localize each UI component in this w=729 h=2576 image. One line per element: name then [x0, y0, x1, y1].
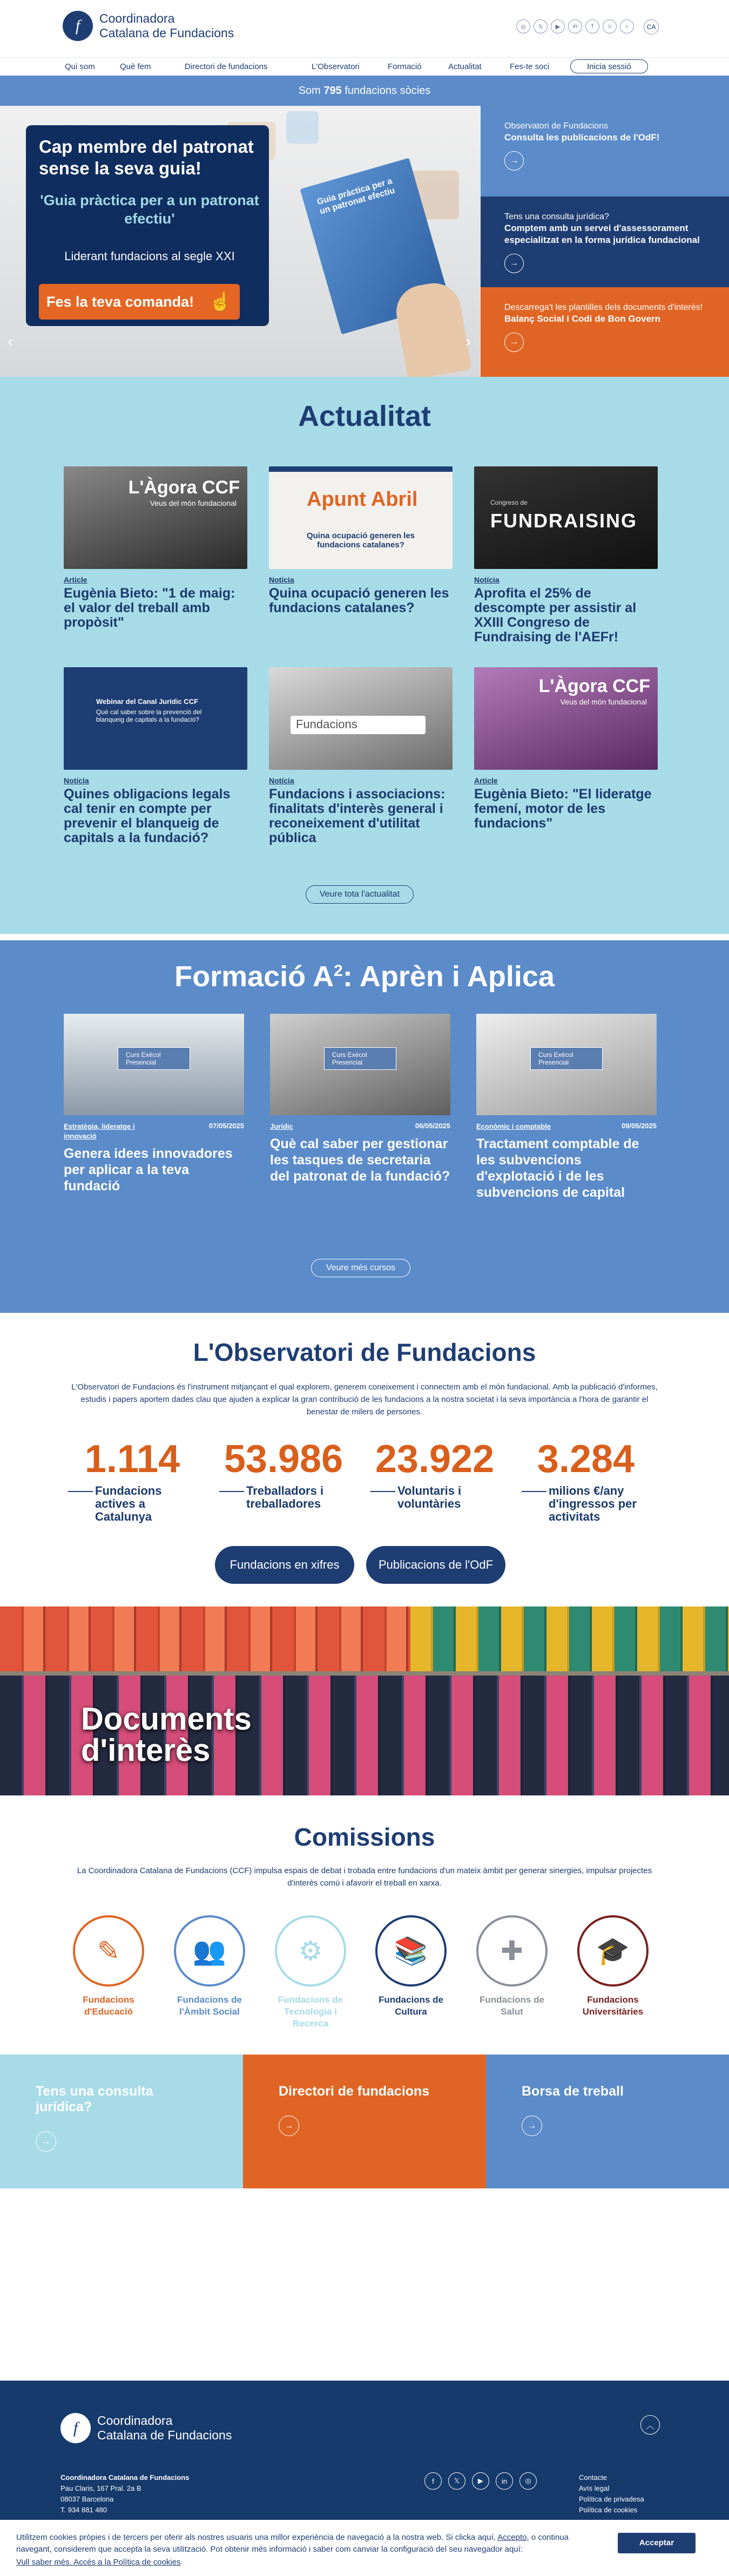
news-image: Congreso de FUNDRAISING — [474, 466, 658, 569]
news-card[interactable] — [269, 667, 453, 845]
course-title[interactable]: Genera idees innovadores per aplicar a la teva fundació — [64, 1146, 233, 1194]
health-icon: ✚ — [476, 1915, 548, 1987]
footer-link-contacte[interactable]: Contacte — [579, 2473, 608, 2482]
pointer-icon: ☝ — [209, 292, 232, 312]
fundacions-xifres-button[interactable]: Fundacions en xifres — [215, 1546, 354, 1584]
actualitat-title: Actualitat — [298, 400, 431, 432]
arrow-right-icon: → — [36, 2131, 56, 2152]
course-category[interactable]: Estratègia, lideratge i innovació — [64, 1122, 135, 1140]
documents-banner[interactable] — [0, 1606, 729, 1795]
cookie-more-link[interactable]: Vull saber més. Accés a la Política de cookies — [16, 2558, 181, 2567]
see-all-news-button[interactable]: Veure tota l'actualitat — [306, 885, 414, 904]
cookie-accept-button[interactable]: Acceptar — [618, 2533, 696, 2553]
course-date: 09/05/2025 — [621, 1122, 657, 1130]
course-date: 07/05/2025 — [208, 1122, 244, 1130]
youtube-icon[interactable]: ▶ — [551, 19, 565, 33]
observatori-description: L'Observatori de Fundacions és l'instrument mitjançant el qual explorem, generem coneixement i connectem amb el món fundacional. Amb la publicació d'informes, estudis i papers aportem dades clau que ajuden a explicar la gran contribució de les fundacions a la nostra societat i la seva importància a l'hora de garantir el benestar de milers de persones. — [71, 1382, 658, 1416]
graduation-cap-icon: 🎓 — [577, 1915, 649, 1987]
news-title[interactable]: Eugènia Bieto: "El lideratge femení, motor de les fundacions" — [474, 787, 652, 831]
commission-tecnologia[interactable]: ⚙ Fundacions de Tecnologia i Recerca — [270, 1915, 351, 2030]
instagram-icon[interactable]: ◎ — [516, 19, 530, 33]
hero-tagline: Liderant fundacions al segle XXI — [64, 249, 235, 263]
logo-line2: Catalana de Fundacions — [99, 26, 234, 40]
stat-ingressos: 3.284 milions €/any d'ingressos per activitats — [518, 1437, 653, 1523]
slider-prev-icon[interactable]: ‹ — [8, 333, 13, 350]
news-category[interactable]: Notícia — [64, 776, 89, 785]
nav-fes-te-soci[interactable]: Fes-te soci — [510, 62, 550, 71]
news-category[interactable]: Notícia — [269, 776, 294, 785]
news-image: L'Àgora CCF Veus del món fundacional — [64, 466, 247, 569]
stat-voluntaris: 23.922 Voluntaris i voluntàries — [367, 1437, 502, 1510]
footer-address: Coordinadora Catalana de Fundacions Pau Claris, 167 Pral. 2a B 08037 Barcelona T. 934 881 480 — [60, 2473, 190, 2514]
course-title[interactable]: Què cal saber per gestionar les tasques de secretaria del patronat de la fundació? — [270, 1136, 450, 1184]
hand-image — [392, 279, 472, 381]
news-title[interactable]: Quina ocupació generen les fundacions catalanes? — [269, 586, 449, 615]
news-title[interactable]: Aprofita el 25% de descompte per assistir al XXIII Congreso de Fundraising de l'AEFr! — [474, 586, 637, 645]
stat-fundacions: 1.114 Fundacions actives a Catalunya — [65, 1437, 200, 1523]
course-category[interactable]: Econòmic i comptable — [476, 1122, 551, 1130]
members-bar: Som 795 fundacions sòcies — [0, 76, 729, 106]
publicacions-odf-button[interactable]: Publicacions de l'OdF — [366, 1546, 505, 1584]
commission-salut[interactable]: ✚ Fundacions de Salut — [471, 1915, 552, 2018]
search-icon[interactable]: ⌕ — [620, 19, 634, 33]
news-category[interactable]: Notícia — [474, 575, 500, 584]
news-card[interactable] — [474, 466, 658, 645]
tile-directori[interactable]: Directori de fundacions → — [243, 2055, 486, 2188]
hero-title: Cap membre del patronat sense la seva guia! — [39, 137, 254, 178]
formacio-title: Formació $A^2$: Aprèn i Aplica — [174, 960, 555, 993]
news-category[interactable]: Article — [474, 776, 498, 785]
arrow-right-icon: → — [504, 254, 524, 273]
hero-card — [26, 125, 269, 326]
hero-subtitle: 'Guia pràctica per a un patronat efectiu' — [40, 192, 259, 227]
x-icon[interactable]: 𝕏 — [534, 19, 548, 33]
members-count: 795 — [323, 84, 342, 97]
arrow-right-icon: → — [522, 2116, 542, 2136]
observatori-title: L'Observatori de Fundacions — [193, 1338, 536, 1366]
back-to-top-icon[interactable]: ︿ — [640, 2415, 660, 2435]
footer-logo-icon: f — [60, 2413, 91, 2443]
news-category[interactable]: Notícia — [269, 575, 294, 584]
comissions-title: Comissions — [294, 1823, 435, 1851]
documents-title: Documents d'interès — [81, 1701, 252, 1768]
actualitat-section — [0, 377, 729, 934]
cookie-accept-link[interactable]: Accepto — [497, 2533, 527, 2542]
tech-research-icon: ⚙ — [275, 1915, 346, 1987]
footer-link-privadesa[interactable]: Política de privadesa — [579, 2495, 644, 2503]
guide-booklet-image: Guia pràctica per a un patronat efectiu — [300, 158, 450, 334]
course-category[interactable]: Jurídic — [270, 1122, 293, 1130]
panel-observatori[interactable]: Observatori de Fundacions Consulta les publicacions de l'OdF! → — [481, 106, 729, 196]
footer-link-avis-legal[interactable]: Avís legal — [579, 2484, 610, 2492]
facebook-icon[interactable]: f — [424, 2472, 442, 2490]
see-more-courses-button[interactable]: Veure més cursos — [311, 1259, 410, 1277]
news-title[interactable]: Quines obligacions legals cal tenir en compte per prevenir el blanqueig de capitals a la fundació? — [64, 787, 231, 845]
nav-que-fem[interactable]: Què fem — [120, 62, 151, 71]
hero-order-button[interactable]: Fes la teva comanda! ☝ — [39, 284, 240, 320]
commission-educacio[interactable]: ✎ Fundacions d'Educació — [68, 1915, 149, 2018]
news-image: Apunt Abril Quina ocupació generen les fundacions catalanes? — [269, 466, 453, 569]
people-icon: 👥 — [174, 1915, 245, 1987]
panel-plantilles[interactable]: Descarrega't les plantilles dels documents d'interès! Balanç Social i Codi de Bon Govern → — [481, 287, 729, 377]
commission-social[interactable]: 👥 Fundacions de l'Àmbit Social — [169, 1915, 250, 2018]
hero-slider — [0, 106, 481, 377]
footer-social-links — [424, 2472, 537, 2490]
logo-icon: f — [63, 11, 93, 41]
course-title[interactable]: Tractament comptable de les subvencions d'explotació i de les subvencions de capital — [476, 1136, 639, 1200]
course-image: Curs Exécol Presencial — [270, 1014, 450, 1115]
youtube-icon[interactable]: ▶ — [472, 2472, 489, 2490]
stat-treballadors: 53.986 Treballadors i treballadores — [216, 1437, 351, 1510]
commission-cultura[interactable]: 📚 Fundacions de Cultura — [370, 1915, 451, 2018]
language-selector[interactable]: CA — [644, 19, 659, 35]
linkedin-icon[interactable]: in — [496, 2472, 513, 2490]
news-title[interactable]: Eugènia Bieto: "1 de maig: el valor del treball amb propòsit" — [64, 586, 235, 630]
news-category[interactable]: Article — [64, 575, 87, 584]
footer-logo[interactable]: f Coordinadora Catalana de Fundacions — [60, 2413, 232, 2443]
slider-next-icon[interactable]: › — [465, 333, 471, 350]
nav-qui-som[interactable]: Qui som — [65, 62, 95, 71]
news-title[interactable]: Fundacions i associacions: finalitats d'interès general i reconeixement d'utilitat pública — [269, 787, 446, 845]
panel-juridic[interactable]: Tens una consulta jurídica? Comptem amb un servei d'assessorament especialitzat en la forma jurídica fundacional → — [481, 196, 729, 287]
commission-universitaries[interactable]: 🎓 Fundacions Universitàries — [572, 1915, 653, 2018]
education-icon: ✎ — [73, 1915, 144, 1987]
user-icon[interactable]: ☺ — [603, 19, 617, 33]
site-header — [0, 0, 729, 76]
instagram-icon[interactable]: ◎ — [519, 2472, 537, 2490]
x-icon[interactable]: 𝕏 — [448, 2472, 465, 2490]
news-image: Fundacions — [269, 667, 453, 770]
course-image: Curs Exécol Presencial — [64, 1014, 244, 1115]
facebook-icon[interactable]: f — [585, 19, 599, 33]
course-card[interactable] — [476, 1014, 657, 1201]
arrow-right-icon: → — [504, 151, 524, 171]
site-logo[interactable] — [63, 11, 234, 41]
course-image: Curs Exécol Presencial — [476, 1014, 657, 1115]
nav-actualitat[interactable]: Actualitat — [448, 62, 482, 71]
nav-formacio[interactable]: Formació — [388, 62, 422, 71]
footer-link-cookies[interactable]: Política de cookies — [579, 2506, 638, 2514]
course-card[interactable] — [64, 1014, 244, 1194]
news-card[interactable] — [64, 667, 247, 845]
linkedin-icon[interactable]: in — [568, 19, 582, 33]
tile-consulta-juridica[interactable]: Tens una consulta jurídica? → — [0, 2055, 243, 2188]
news-image: Webinar del Canal Jurídic CCF Què cal saber sobre la prevenció del blanqueig de capitals a la fundació? — [64, 667, 247, 770]
nav-directori[interactable]: Directori de fundacions — [185, 62, 268, 71]
books-icon: 📚 — [375, 1915, 447, 1987]
course-date: 06/05/2025 — [415, 1122, 450, 1130]
header-social-links — [516, 19, 634, 33]
comissions-description: La Coordinadora Catalana de Fundacions (CCF) impulsa espais de debat i trobada entre fundacions d'un mateix àmbit per generar sinergies, impulsar projectes d'interès comú i afavorir el treball en xarxa. — [77, 1866, 652, 1888]
nav-observatori[interactable]: L'Observatori — [312, 62, 360, 71]
arrow-right-icon: → — [279, 2116, 299, 2136]
news-card[interactable] — [269, 466, 453, 615]
login-button[interactable]: Inicia sessió — [570, 59, 648, 73]
cookie-banner: Utilitzem cookies pròpies i de tercers per oferir als nostres usuaris una millor experiència de navegació a la nostra web. Si clicka aquí, Accepto, o continua navegant, considerem que accepta la seva utilització. Pot obtenir més informació i saber com canviar la configuració del seu navegador aquí: Vull saber més. Accés a la Política de cookies Acceptar — [0, 2520, 729, 2576]
course-card[interactable] — [270, 1014, 450, 1184]
news-card[interactable] — [474, 667, 658, 831]
logo-line1: Coordinadora — [99, 11, 175, 25]
formacio-section — [0, 940, 729, 1313]
news-card[interactable] — [64, 466, 247, 630]
arrow-right-icon: → — [504, 333, 524, 352]
footer-links — [579, 2472, 644, 2516]
news-image: L'Àgora CCF Veus del món fundacional — [474, 667, 658, 770]
tile-borsa-treball[interactable]: Borsa de treball → — [486, 2055, 729, 2188]
